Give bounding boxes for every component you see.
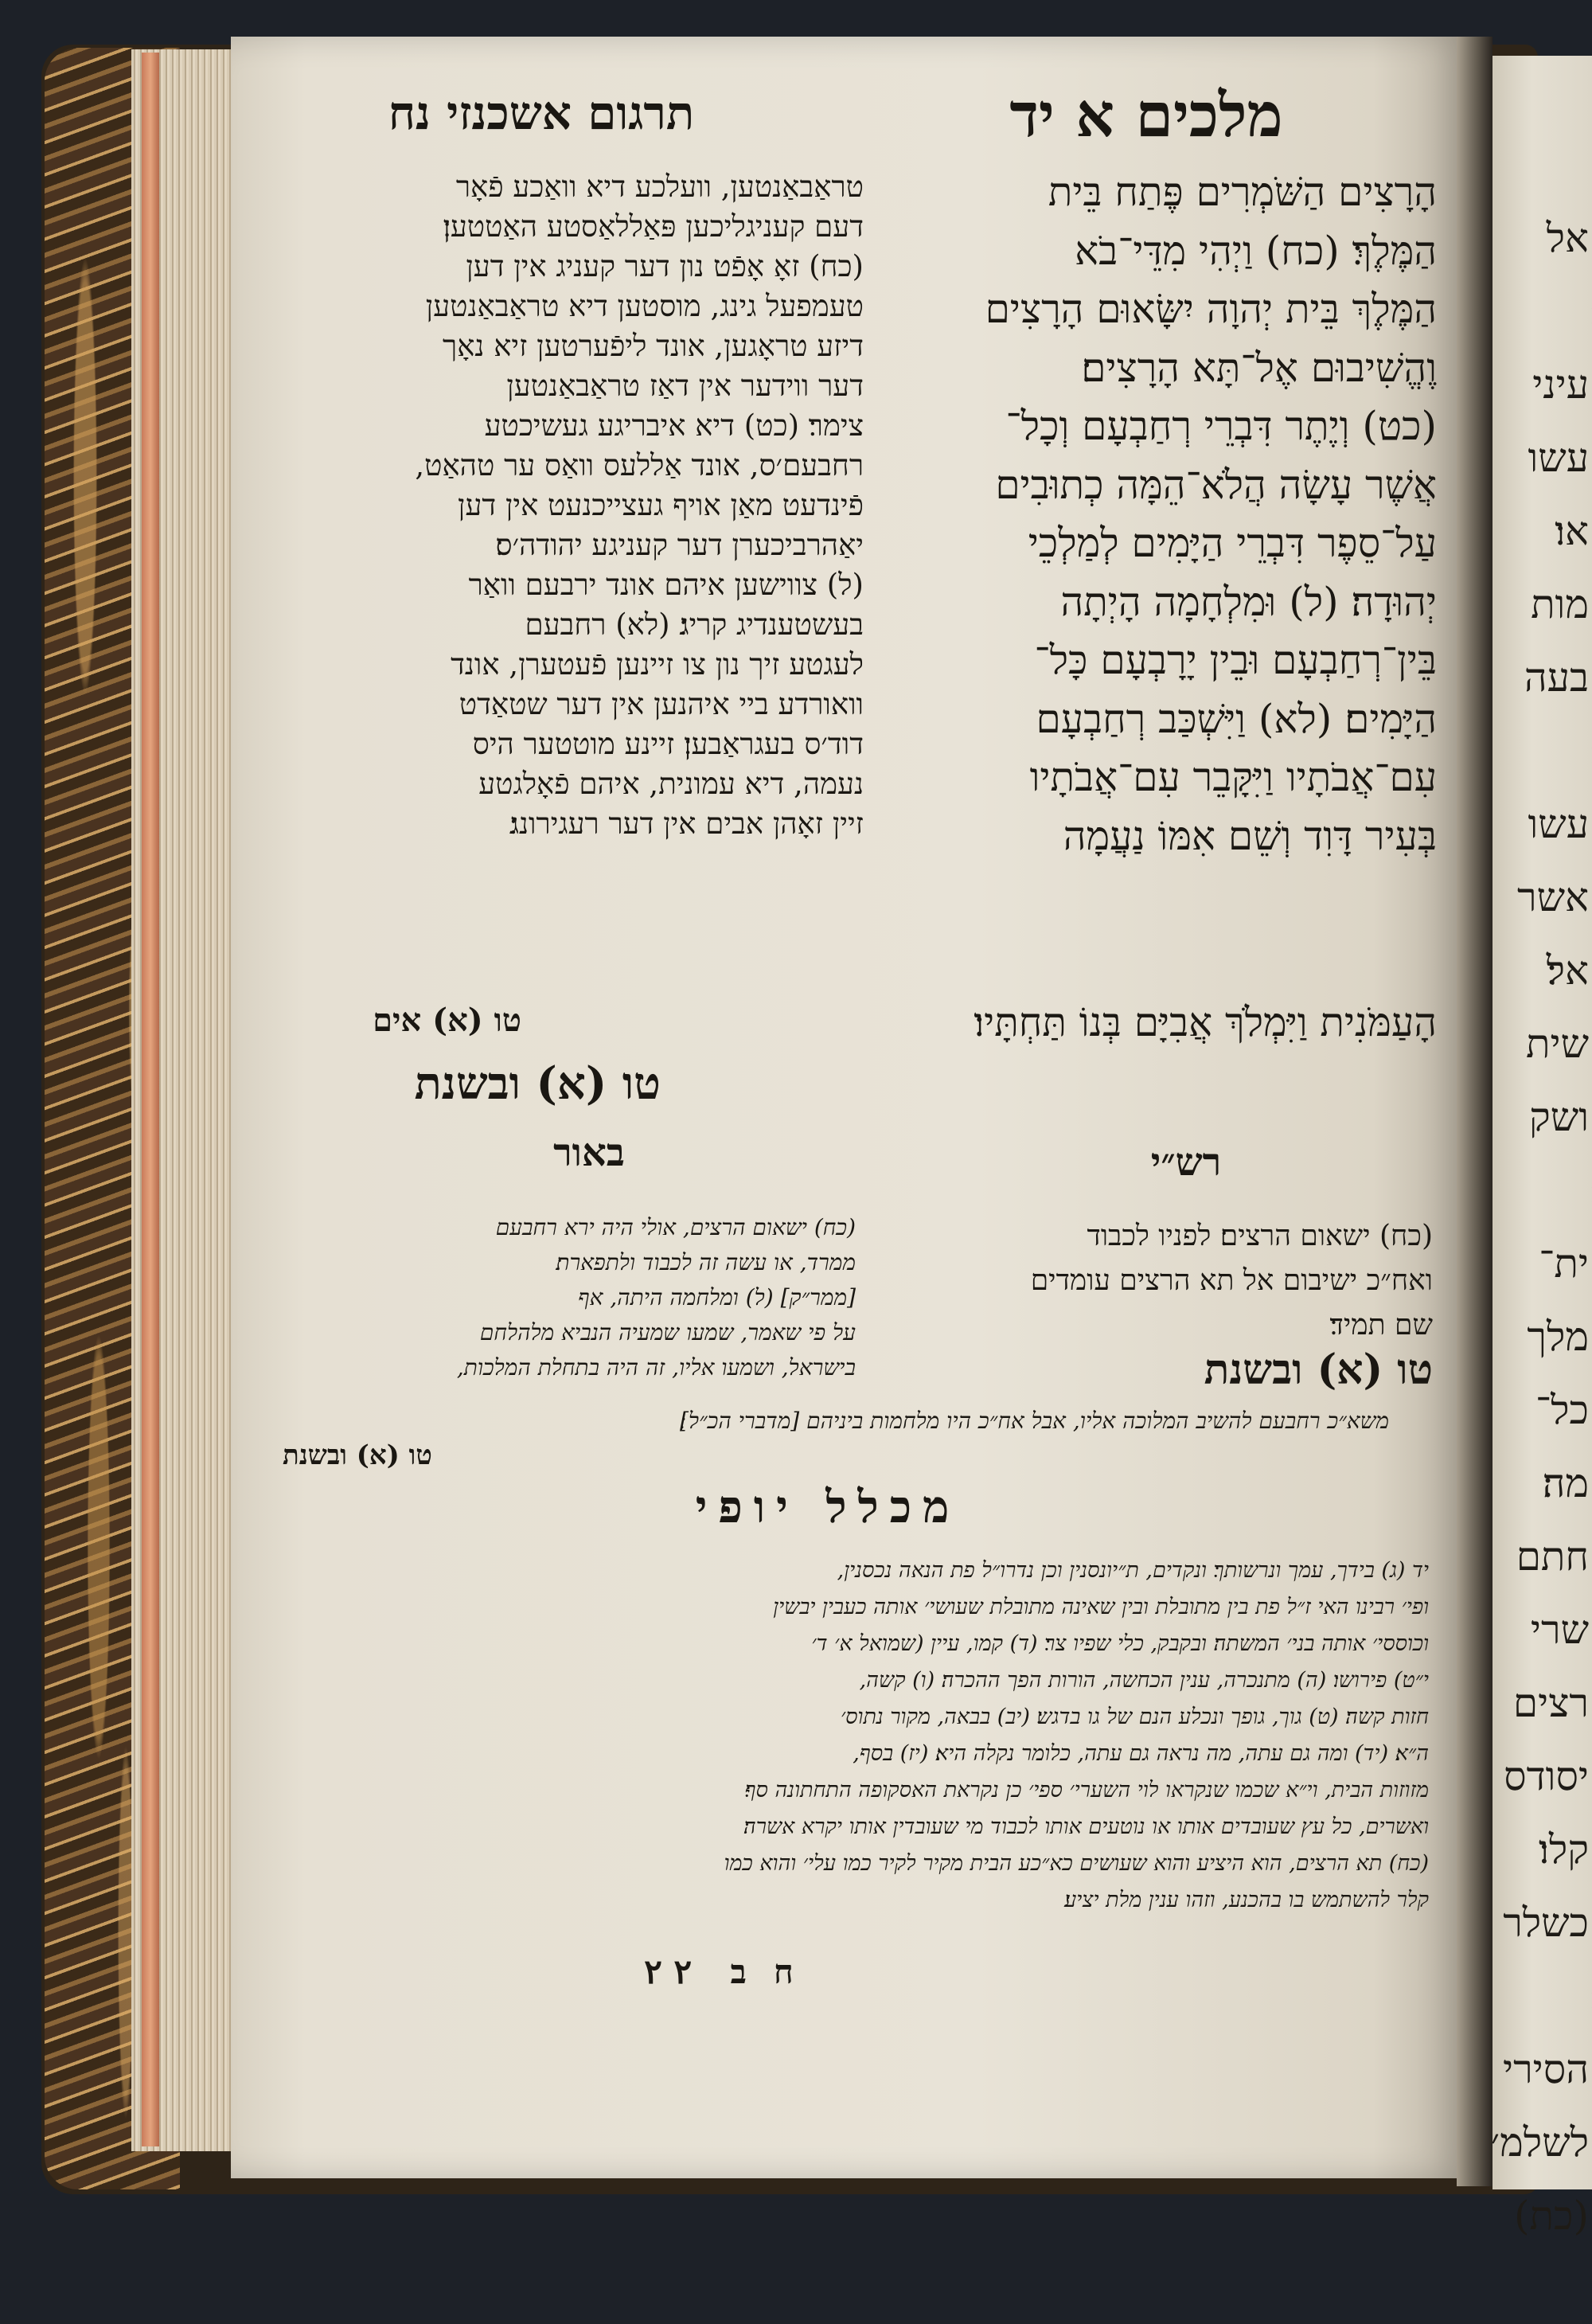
facing-page-fragment: עיני (1532, 361, 1589, 408)
glossary-line: (כח) תא הרצים, הוא היציע והוא שעושים כא״כע הבית מקיר לקיר כמו עלי׳ והוא כמו (724, 1851, 1429, 1876)
yiddish-line: דיזע טראָגען, אונד ליפֿערטען זיא נאָך (443, 329, 864, 363)
hebrew-verse-column (888, 163, 1437, 865)
yiddish-line: צימר׃ (כט) דיא איבריגע געשיכטע (484, 408, 864, 443)
facing-page-fragment: או׃ (1555, 508, 1589, 554)
facing-page-fragment: אל (1546, 215, 1589, 261)
hebrew-line: הַיָּמִים׃ (לא) וַיִּשְׁכַּב רְחַבְעָם (1036, 695, 1437, 742)
facing-page-fragment: שרי (1530, 1607, 1589, 1653)
rashi-heading: רש״י (1150, 1140, 1222, 1185)
hebrew-line: (כט) וְיֶתֶר דִּבְרֵי רְחַבְעָם וְכָל־ (1005, 403, 1437, 449)
biur-continuation: משא״כ רחבעם להשיב המלוכה אליו, אבל אח״כ היו מלחמות ביניהם [מדברי הכ״ל]׃ (680, 1408, 1389, 1434)
yiddish-line: פֿינדעט מאַן אויף געצייכנעט אין דען (458, 488, 864, 522)
glossary-line: וכוססי׳ אותה בני׳ המשתה׃ ובקבק, כלי שפיו צר׃ (ד) קמו, עיין (שמואל א׳ ד׳ (811, 1631, 1429, 1656)
facing-page-fragment: מלך (1527, 1314, 1589, 1360)
hebrew-line: בְּעִיר דָּוִד וְשֵׁם אִמּוֹ נַעֲמָה (1063, 812, 1437, 859)
rashi-commentary (876, 1214, 1433, 1392)
biur-line: בישראל, ושמעו אליו, זה היה בתחלת המלכות, (456, 1354, 856, 1381)
glossary-line: ופי׳ רבינו האי ז״ל פת בין מתובלת ובין שאינה מתובלת שעושי׳ אותה כעבין יבשין (773, 1595, 1429, 1619)
facing-page-fragment: לשלמ׳ (1490, 2119, 1589, 2166)
facing-page-fragment: קלו׃ (1539, 1826, 1589, 1873)
yiddish-line: וואורדע ביי איהנען אין דער שטאַדט (458, 687, 864, 721)
yiddish-catchword: טו (א) אים (373, 1002, 521, 1039)
glossary-line: ואשרים, כל עץ שעובדים אותו או נוטעים אותו לכבוד מי שעובדין אותו יקרא אשרה׃ (743, 1814, 1429, 1839)
facing-page-fragment: אשר (1517, 874, 1589, 920)
facing-page (1490, 56, 1592, 2239)
yiddish-line: יאַהרביכערן דער קעניגע יהודה׳ס׃ (495, 528, 864, 562)
hebrew-line: וֶהֱשִׁיבוּם אֶל־תָּא הָרָצִים׃ (1081, 344, 1437, 391)
biur-catchword: טו (א) ובשנת (283, 1439, 432, 1471)
hebrew-line: הָרָצִים הַשֹּׁמְרִים פֶּתַח בֵּית (1048, 169, 1437, 215)
yiddish-line: טעמפעל גינג, מוסטען דיא טראַבאַנטען (425, 289, 864, 323)
chapter-catchword: טו (א) ובשנת (414, 1057, 661, 1110)
facing-page-fragment: כשלר (1503, 1900, 1589, 1946)
yiddish-line: (כח) זאָ אָפֿט נון דער קעניג אין דען (466, 249, 864, 283)
book-gutter (1457, 37, 1492, 2186)
yiddish-line: זיין זאָהן אבים אין דער רעגירונג׃ (509, 807, 864, 841)
rashi-line: ואח״כ ישיבום אל תא הרצים עומדים (1030, 1264, 1433, 1297)
glossary-line: מזוזות הבית, וי״א שכמו שנקראו לוי השערי׳ ספי׳ כן נקראת האסקופה התחתונה סף׃ (744, 1778, 1429, 1803)
red-page-edge (142, 53, 159, 2146)
glossary-line: קלר להשתמש בו בהכנע, וזהו ענין מלת יציע׃ (1063, 1888, 1429, 1912)
hebrew-line: הַמֶּלֶךְ׃ (כח) וַיְהִי מִדֵּי־בֹא (1075, 227, 1437, 274)
hebrew-line: הַמֶּלֶךְ בֵּית יְהוָה יִשָּׂאוּם הָרָצִים (985, 286, 1437, 332)
facing-page-fragment: שית (1525, 1021, 1589, 1067)
facing-page-fragment: ושק (1529, 1094, 1589, 1140)
facing-page-fragment: (כת) (1514, 2193, 1589, 2239)
glossary-line: יד (ג) בידך, עמך ונרשותך׃ ונקדים, ת״יונסנין וכן נדרו״ל פת הנאה נכסנין, (837, 1558, 1429, 1583)
biur-line: (כח) ישאום הרצים, אולי היה ירא רחבעם (495, 1214, 856, 1240)
rashi-line: שם תמיד׃ (1329, 1309, 1433, 1342)
facing-page-fragment: הסירי (1503, 2046, 1589, 2092)
hebrew-line: עַל־סֵפֶר דִּבְרֵי הַיָּמִים לְמַלְכֵי (1028, 520, 1437, 566)
biur-line: ממרד, או עשה זה לכבוד ולתפארת׃ (556, 1249, 856, 1275)
yiddish-line: בעשטענדיג קריג׃ (לא) רחבעם (525, 607, 864, 642)
facing-page-fragment: אל׃ (1546, 947, 1589, 994)
yiddish-line: רחבעם׳ס, אונד אַללעס וואַס ער טהאַט, (415, 448, 864, 482)
facing-page-fragment: כל־ (1535, 1387, 1589, 1433)
facing-page-fragment: חתם (1516, 1533, 1589, 1580)
hebrew-line: יְהוּדָה׃ (ל) וּמִלְחָמָה הָיְתָה (1060, 578, 1437, 625)
rashi-catchword: טו (א) ובשנת (1204, 1346, 1433, 1394)
yiddish-line: נעמה, דיא עמונית, איהם פֿאָלגטע (478, 767, 864, 801)
yiddish-line: דער ווידער אין דאַז טראַבאַנטען (506, 369, 864, 403)
glossary-line: י״ט) פירושו׃ (ה) מתנכרה, ענין הכחשה, הורות הפך ההכרה׃ (ו) קשה, (859, 1668, 1429, 1693)
mikhlal-yofi-glossary (283, 1553, 1429, 1919)
facing-page-fragment: עשו (1528, 435, 1589, 481)
hebrew-verse-last-line: הָעַמֹּנִית וַיִּמְלֹךְ אֲבִיָּם בְּנוֹ תַּחְתָּיו׃ (974, 999, 1437, 1045)
biur-commentary (283, 1210, 856, 1385)
yiddish-line: לעגטע זיך נון צו זיינען פֿעטערן, אונד (451, 647, 864, 682)
glossary-line: חזות קשה׃ (ט) גוך, גופך ונכלע הנם של גו בדגש׃ (יב) בבאה, מקור נתוס׳ (840, 1705, 1429, 1729)
facing-page-fragment: ית־ (1539, 1240, 1589, 1287)
hebrew-line: אֲשֶׁר עָשָׂה הֲלֹא־הֵמָּה כְתוּבִים (995, 461, 1437, 508)
yiddish-line: דעם קעניגליכען פּאַללאַסטע האַטטען׃ (443, 209, 864, 244)
running-head-translation: תרגום אשכנזי נח (388, 86, 695, 140)
yiddish-line: דוד׳ס בעגראַבען׃ זיינע מוטטער היס (472, 727, 864, 761)
facing-page-fragment: מה׃ (1542, 1460, 1589, 1506)
yiddish-line: (ל) צווישען איהם אונד ירבעם וואַר (468, 568, 864, 602)
biur-heading: באור (553, 1131, 625, 1175)
yiddish-translation-column (283, 167, 864, 844)
printer-signature-mark: חב ٢ ٢ (644, 1952, 821, 1991)
glossary-line: ה״א׃ (יד) ומה גם עתה, מה נראה גם עתה, כלומר נקלה היא׃ (יז) בסף, (853, 1741, 1429, 1766)
facing-page-fragment: עשו (1528, 801, 1589, 847)
facing-page-fragment: בעה (1524, 654, 1589, 701)
mikhlal-yofi-heading: מכלל יופי (695, 1481, 961, 1533)
yiddish-line: טראַבאַנטען, וועלכע דיא וואַכע פֿאָר (455, 170, 864, 204)
facing-page-fragment: יסודס (1504, 1753, 1589, 1799)
hebrew-line: בֵּין־רְחַבְעָם וּבֵין יָרָבְעָם כָּל־ (1034, 637, 1437, 683)
rashi-line: (כח) ישאום הרצים׃ לפניו לכבוד (1087, 1220, 1433, 1252)
hebrew-line: עִם־אֲבֹתָיו וַיִּקָּבֵר עִם־אֲבֹתָיו (1029, 754, 1437, 800)
running-head-book-chapter: מלכים א יד (1009, 80, 1283, 150)
biur-line: על פי שאמר, שמעו שמעיה הנביא מלהלחם (479, 1319, 856, 1346)
biur-line: [ממר״ק] (ל) ומלחמה היתה, אף (578, 1284, 856, 1310)
facing-page-fragment: מות (1531, 581, 1589, 627)
facing-page-fragment: רצים (1512, 1680, 1589, 1726)
